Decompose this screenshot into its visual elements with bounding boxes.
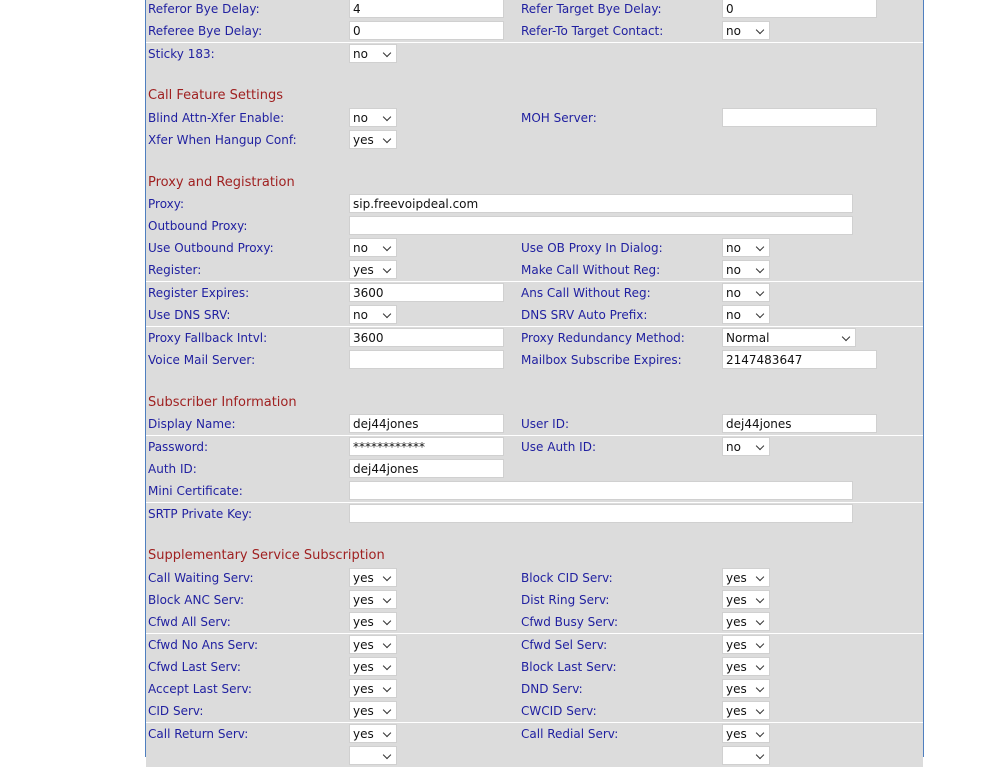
proxy-label: Proxy:	[148, 197, 185, 211]
moh-server-input[interactable]	[722, 108, 877, 127]
row-password	[146, 436, 923, 458]
row-register-expires	[146, 282, 923, 304]
cfwd-no-ans-serv-select[interactable]: yes	[349, 635, 397, 654]
call-waiting-serv-label: Call Waiting Serv:	[148, 571, 254, 585]
proxy-redundancy-method-select[interactable]: Normal	[722, 328, 856, 347]
section-title-call-feature: Call Feature Settings	[148, 88, 283, 103]
dist-ring-serv-label: Dist Ring Serv:	[521, 593, 610, 607]
ans-call-without-reg-select[interactable]: no	[722, 283, 770, 302]
block-cid-serv-select[interactable]: yes	[722, 568, 770, 587]
refer-target-bye-delay-label: Refer Target Bye Delay:	[521, 2, 662, 16]
voice-mail-server-label: Voice Mail Server:	[148, 353, 256, 367]
refer-to-target-contact-select[interactable]: no	[722, 21, 770, 40]
row-call-return-serv	[146, 723, 923, 745]
block-last-serv-select[interactable]: yes	[722, 657, 770, 676]
register-expires-label: Register Expires:	[148, 286, 250, 300]
use-outbound-proxy-label: Use Outbound Proxy:	[148, 241, 274, 255]
cfwd-all-serv-select[interactable]: yes	[349, 612, 397, 631]
ans-call-without-reg-label: Ans Call Without Reg:	[521, 286, 651, 300]
cfwd-busy-serv-select[interactable]: yes	[722, 612, 770, 631]
make-call-without-reg-select[interactable]: no	[722, 260, 770, 279]
proxy-input[interactable]: sip.freevoipdeal.com	[349, 194, 853, 213]
cfwd-sel-serv-select[interactable]: yes	[722, 635, 770, 654]
blind-attn-xfer-select[interactable]: no	[349, 108, 397, 127]
proxy-redundancy-method-label: Proxy Redundancy Method:	[521, 331, 685, 345]
accept-last-serv-label: Accept Last Serv:	[148, 682, 252, 696]
display-name-label: Display Name:	[148, 417, 236, 431]
mailbox-subscribe-expires-input[interactable]: 2147483647	[722, 350, 877, 369]
proxy-fallback-intvl-input[interactable]: 3600	[349, 328, 504, 347]
referee-bye-delay-label: Referee Bye Delay:	[148, 24, 263, 38]
partial-select-2[interactable]	[722, 746, 770, 765]
row-xfer-when-hangup-conf	[146, 129, 923, 151]
refer-to-target-contact-label: Refer-To Target Contact:	[521, 24, 664, 38]
user-id-label: User ID:	[521, 417, 569, 431]
partial-select[interactable]	[349, 746, 397, 765]
auth-id-input[interactable]: dej44jones	[349, 459, 504, 478]
mini-certificate-label: Mini Certificate:	[148, 484, 243, 498]
moh-server-label: MOH Server:	[521, 111, 597, 125]
make-call-without-reg-label: Make Call Without Reg:	[521, 263, 661, 277]
referee-bye-delay-input[interactable]: 0	[349, 21, 504, 40]
accept-last-serv-select[interactable]: yes	[349, 679, 397, 698]
dns-srv-auto-prefix-select[interactable]: no	[722, 305, 770, 324]
use-auth-id-label: Use Auth ID:	[521, 440, 596, 454]
sticky-183-select[interactable]: no	[349, 44, 397, 63]
referor-bye-delay-label: Referor Bye Delay:	[148, 2, 260, 16]
mini-certificate-input[interactable]	[349, 481, 853, 500]
row-outbound-proxy	[146, 215, 923, 237]
block-last-serv-label: Block Last Serv:	[521, 660, 617, 674]
cfwd-all-serv-label: Cfwd All Serv:	[148, 615, 231, 629]
use-outbound-proxy-select[interactable]: no	[349, 238, 397, 257]
cfwd-last-serv-label: Cfwd Last Serv:	[148, 660, 241, 674]
row-use-dns-srv	[146, 304, 923, 326]
use-auth-id-select[interactable]: no	[722, 437, 770, 456]
row-register	[146, 259, 923, 281]
cfwd-no-ans-serv-label: Cfwd No Ans Serv:	[148, 638, 259, 652]
row-auth-id	[146, 458, 923, 480]
cfwd-last-serv-select[interactable]: yes	[349, 657, 397, 676]
row-block-anc-serv	[146, 589, 923, 611]
row-srtp-private-key	[146, 503, 923, 525]
settings-panel	[145, 0, 924, 757]
blind-attn-xfer-label: Blind Attn-Xfer Enable:	[148, 111, 285, 125]
dist-ring-serv-select[interactable]: yes	[722, 590, 770, 609]
row-referee-bye-delay	[146, 20, 923, 42]
use-ob-proxy-in-dialog-label: Use OB Proxy In Dialog:	[521, 241, 663, 255]
password-input[interactable]: ************	[349, 437, 504, 456]
auth-id-label: Auth ID:	[148, 462, 197, 476]
user-id-input[interactable]: dej44jones	[722, 414, 877, 433]
srtp-private-key-input[interactable]	[349, 504, 853, 523]
cfwd-busy-serv-label: Cfwd Busy Serv:	[521, 615, 619, 629]
row-proxy-fallback-intvl	[146, 327, 923, 349]
call-redial-serv-label: Call Redial Serv:	[521, 727, 619, 741]
row-sticky-183	[146, 43, 923, 65]
xfer-when-hangup-conf-label: Xfer When Hangup Conf:	[148, 133, 297, 147]
row-use-outbound-proxy	[146, 237, 923, 259]
password-label: Password:	[148, 440, 209, 454]
proxy-fallback-intvl-label: Proxy Fallback Intvl:	[148, 331, 268, 345]
block-cid-serv-label: Block CID Serv:	[521, 571, 613, 585]
referor-bye-delay-input[interactable]: 4	[349, 0, 504, 18]
row-accept-last-serv	[146, 678, 923, 700]
block-anc-serv-label: Block ANC Serv:	[148, 593, 245, 607]
cwcid-serv-label: CWCID Serv:	[521, 704, 597, 718]
section-title-subscriber: Subscriber Information	[148, 395, 297, 410]
mailbox-subscribe-expires-label: Mailbox Subscribe Expires:	[521, 353, 682, 367]
row-cfwd-no-ans-serv	[146, 634, 923, 656]
section-title-proxy-registration: Proxy and Registration	[148, 175, 295, 190]
xfer-when-hangup-conf-select[interactable]: yes	[349, 130, 397, 149]
row-display-name	[146, 413, 923, 435]
cid-serv-label: CID Serv:	[148, 704, 204, 718]
call-redial-serv-select[interactable]: yes	[722, 724, 770, 743]
cfwd-sel-serv-label: Cfwd Sel Serv:	[521, 638, 608, 652]
display-name-input[interactable]: dej44jones	[349, 414, 504, 433]
section-title-supplementary: Supplementary Service Subscription	[148, 548, 385, 563]
row-referor-bye-delay	[146, 0, 923, 20]
row-blind-attn-xfer	[146, 107, 923, 129]
row-cid-serv	[146, 700, 923, 722]
cid-serv-select[interactable]: yes	[349, 701, 397, 720]
sticky-183-label: Sticky 183:	[148, 47, 215, 61]
row-cfwd-last-serv	[146, 656, 923, 678]
call-return-serv-label: Call Return Serv:	[148, 727, 249, 741]
use-dns-srv-select[interactable]: no	[349, 305, 397, 324]
register-expires-input[interactable]: 3600	[349, 283, 504, 302]
use-dns-srv-label: Use DNS SRV:	[148, 308, 231, 322]
dnd-serv-select[interactable]: yes	[722, 679, 770, 698]
row-call-waiting-serv	[146, 567, 923, 589]
row-voice-mail-server	[146, 349, 923, 371]
row-partial	[146, 745, 923, 767]
outbound-proxy-input[interactable]	[349, 216, 853, 235]
row-proxy	[146, 193, 923, 215]
voice-mail-server-input[interactable]	[349, 350, 504, 369]
refer-target-bye-delay-input[interactable]: 0	[722, 0, 877, 18]
srtp-private-key-label: SRTP Private Key:	[148, 507, 253, 521]
call-return-serv-select[interactable]: yes	[349, 724, 397, 743]
use-ob-proxy-in-dialog-select[interactable]: no	[722, 238, 770, 257]
row-cfwd-all-serv	[146, 611, 923, 633]
outbound-proxy-label: Outbound Proxy:	[148, 219, 248, 233]
dnd-serv-label: DND Serv:	[521, 682, 583, 696]
dns-srv-auto-prefix-label: DNS SRV Auto Prefix:	[521, 308, 648, 322]
block-anc-serv-select[interactable]: yes	[349, 590, 397, 609]
row-mini-certificate	[146, 480, 923, 502]
call-waiting-serv-select[interactable]: yes	[349, 568, 397, 587]
register-label: Register:	[148, 263, 202, 277]
cwcid-serv-select[interactable]: yes	[722, 701, 770, 720]
register-select[interactable]: yes	[349, 260, 397, 279]
